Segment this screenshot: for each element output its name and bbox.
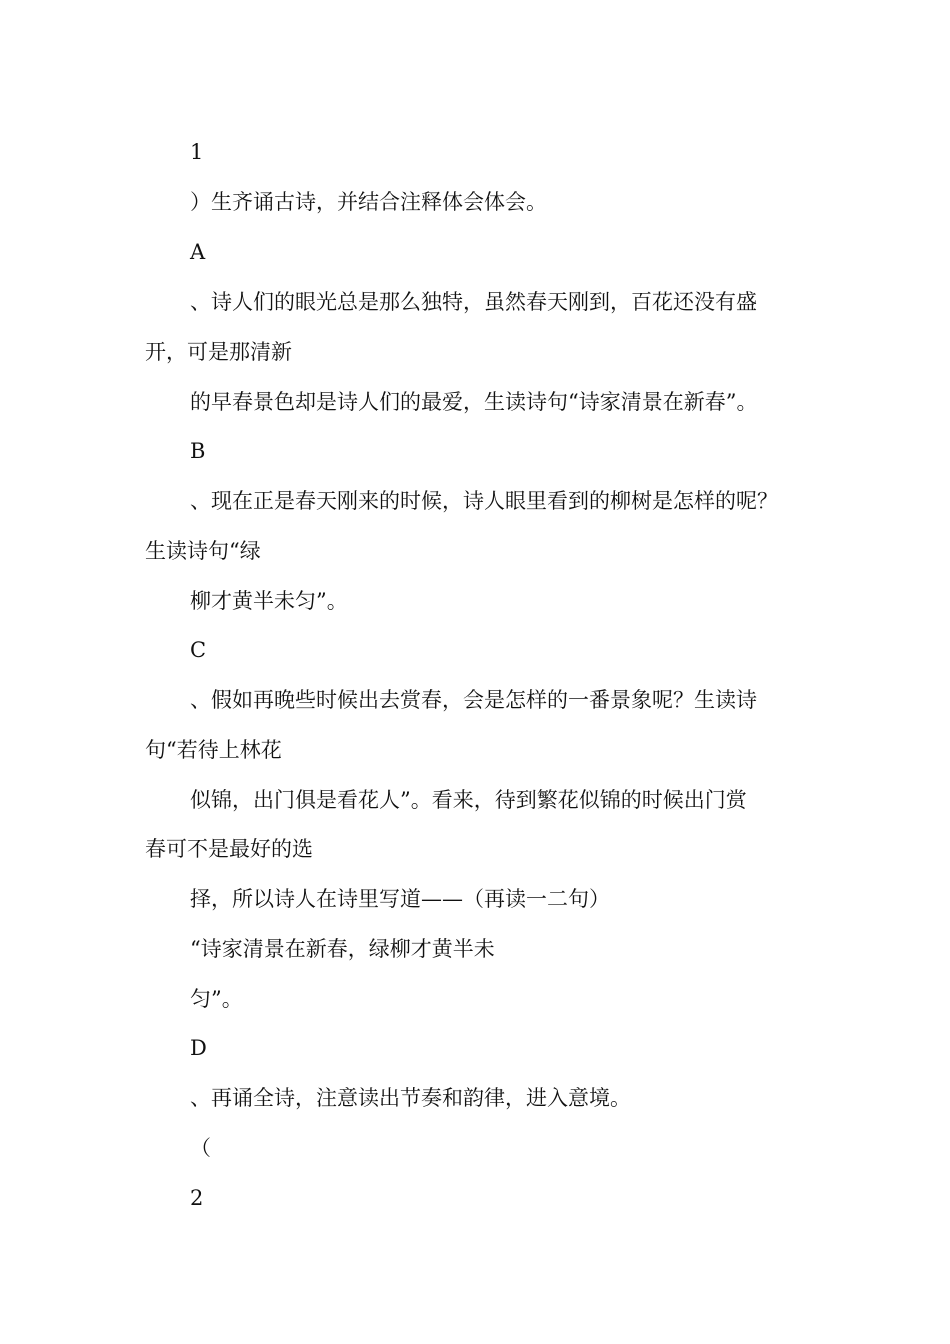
paragraph-line: 、现在正是春天刚来的时候，诗人眼里看到的柳树是怎样的呢？ (190, 489, 778, 513)
item-label-a: A (190, 240, 206, 264)
item-label-c: C (190, 638, 207, 662)
paragraph-line: 柳才黄半未匀”。 (190, 589, 348, 613)
paragraph-line: 、假如再晚些时候出去赏春，会是怎样的一番景象呢？生读诗 (190, 688, 757, 712)
open-paren: （ (190, 1136, 211, 1160)
paragraph-line: 似锦，出门俱是看花人”。看来，待到繁花似锦的时候出门赏 (190, 788, 747, 812)
paragraph-line: 、诗人们的眼光总是那么独特，虽然春天刚到，百花还没有盛 (190, 290, 757, 314)
paragraph-line: 开，可是那清新 (145, 340, 292, 364)
paragraph-line: 句“若待上林花 (145, 738, 282, 762)
paragraph-line: 的早春景色却是诗人们的最爱，生读诗句“诗家清景在新春”。 (190, 390, 758, 414)
section-number-1: 1 (190, 140, 204, 164)
paragraph-line: 生读诗句“绿 (145, 539, 261, 563)
section-number-2: 2 (190, 1186, 204, 1210)
quoted-poem-line: “诗家清景在新春，绿柳才黄半未 (190, 937, 495, 961)
paragraph-line: 春可不是最好的选 (145, 837, 313, 861)
paragraph-line: 、再诵全诗，注意读出节奏和韵律，进入意境。 (190, 1086, 631, 1110)
item-label-b: B (190, 439, 206, 463)
step-1-heading: ）生齐诵古诗，并结合注释体会体会。 (190, 190, 547, 214)
paragraph-line: 择，所以诗人在诗里写道——（再读一二句） (190, 887, 610, 911)
item-label-d: D (190, 1036, 207, 1060)
quoted-poem-line: 匀”。 (190, 987, 243, 1011)
